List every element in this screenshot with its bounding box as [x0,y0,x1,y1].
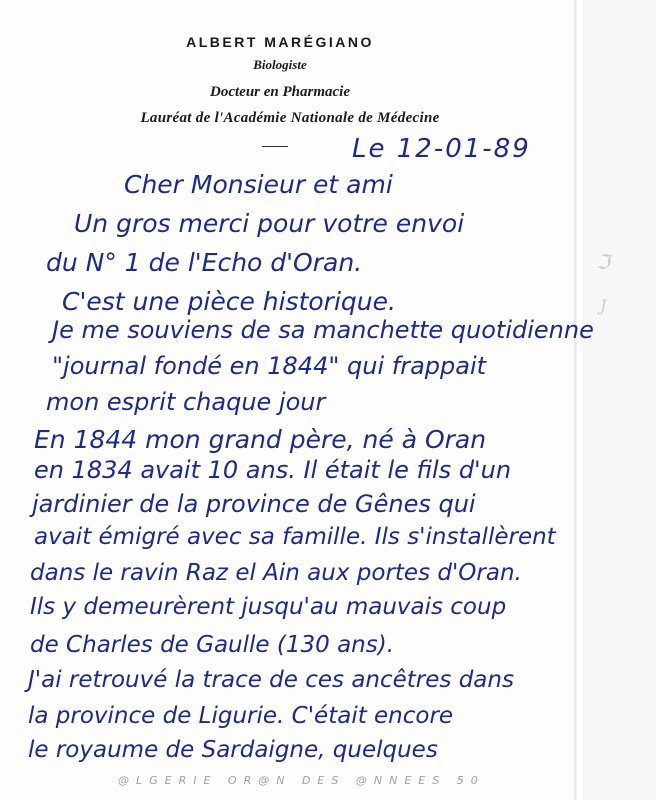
ink-bleed-mark: ℑ [596,250,610,274]
handwritten-line: C'est une pièce historique. [62,287,396,316]
handwritten-line: la province de Ligurie. C'était encore [28,703,454,729]
handwritten-line: J'ai retrouvé la trace de ces ancêtres dans [28,667,514,693]
handwritten-line: En 1844 mon grand père, né à Oran [34,425,487,454]
letterhead-title: Biologiste [253,57,307,72]
handwritten-line: Un gros merci pour votre envoi [74,209,465,238]
letter-date: Le 12-01-89 [352,134,531,164]
letterhead-award: Lauréat de l'Académie Nationale de Médecine [140,110,440,126]
handwritten-line: le royaume de Sardaigne, quelques [28,737,438,763]
handwritten-line: mon esprit chaque jour [46,388,326,416]
paper-edge [574,0,577,800]
handwritten-line: "journal fondé en 1844" qui frappait [52,352,487,380]
page-margin [582,0,656,800]
letterhead-name: ALBERT MARÉGIANO [186,34,374,50]
watermark-text: @LGERIE OR@N DES @NNEES 50 [118,774,485,787]
handwritten-line: de Charles de Gaulle (130 ans). [30,632,395,658]
handwritten-line: Ils y demeurèrent jusqu'au mauvais coup [30,594,507,620]
letterhead-degree: Docteur en Pharmacie [210,84,350,100]
letterhead-divider [262,146,288,147]
ink-bleed-mark: Ϳ [600,296,607,315]
handwritten-line: Cher Monsieur et ami [124,170,393,199]
handwritten-line: en 1834 avait 10 ans. Il était le fils d'un [34,456,512,484]
handwritten-line: avait émigré avec sa famille. Ils s'installèrent [34,524,556,550]
handwritten-line: dans le ravin Raz el Ain aux portes d'Oran. [30,560,522,586]
handwritten-line: du N° 1 de l'Echo d'Oran. [46,248,363,277]
handwritten-line: jardinier de la province de Gênes qui [32,490,476,518]
handwritten-line: Je me souviens de sa manchette quotidienne [52,316,594,344]
